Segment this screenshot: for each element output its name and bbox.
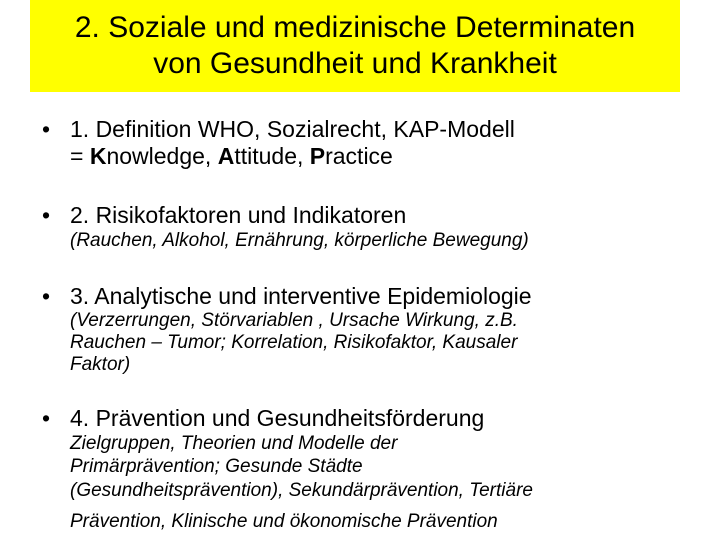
bullet-item-4-detail-line: (Gesundheitsprävention), Sekundärprävention, Tertiäre: [70, 480, 533, 501]
bullet-dot: •: [42, 283, 51, 309]
bullet-item-2: [42, 202, 406, 228]
bullet-item-3: [42, 283, 532, 309]
bullet-item-2-text: 2. Risikofaktoren und Indikatoren: [70, 202, 407, 228]
bullet-item-1: [42, 116, 515, 142]
bullet-item-3-detail-line: Faktor): [70, 354, 131, 375]
bullet-item-3-detail-line: Rauchen – Tumor; Korrelation, Risikofaktor, Kausaler: [70, 332, 518, 353]
kap-attitude-rest: ttitude,: [234, 143, 310, 169]
bullet-item-3-text: 3. Analytische und interventive Epidemiologie: [70, 283, 532, 309]
bullet-item-2-detail: (Rauchen, Alkohol, Ernährung, körperliche Bewegung): [70, 230, 529, 251]
kap-knowledge-rest: nowledge,: [106, 143, 218, 169]
bullet-item-4: [42, 405, 484, 431]
slide-title-line-1: 2. Soziale und medizinische Determinaten: [74, 11, 636, 44]
slide-title-line-2: von Gesundheit und Krankheit: [153, 47, 557, 80]
slide-title-bar: [30, 0, 680, 92]
kap-a-letter: A: [217, 143, 235, 169]
bullet-item-3-detail-line: (Verzerrungen, Störvariablen , Ursache Wirkung, z.B.: [70, 310, 518, 331]
bullet-item-4-detail-line: Zielgruppen, Theorien und Modelle der: [70, 433, 398, 454]
kap-k-letter: K: [89, 143, 107, 169]
kap-p-letter: P: [309, 143, 326, 169]
bullet-item-1-kap-line: [70, 143, 393, 169]
bullet-item-4-detail-line: Primärprävention; Gesunde Städte: [70, 456, 363, 477]
bullet-item-4-text: 4. Prävention und Gesundheitsförderung: [70, 405, 485, 431]
kap-prefix: =: [70, 143, 90, 169]
bullet-item-4-detail-line: Prävention, Klinische und ökonomische Prävention: [70, 511, 498, 532]
bullet-item-1-text: 1. Definition WHO, Sozialrecht, KAP-Modell: [70, 116, 515, 142]
bullet-dot: •: [42, 202, 51, 228]
bullet-dot: •: [42, 116, 51, 142]
bullet-dot: •: [42, 405, 51, 431]
kap-practice-rest: ractice: [325, 143, 393, 169]
